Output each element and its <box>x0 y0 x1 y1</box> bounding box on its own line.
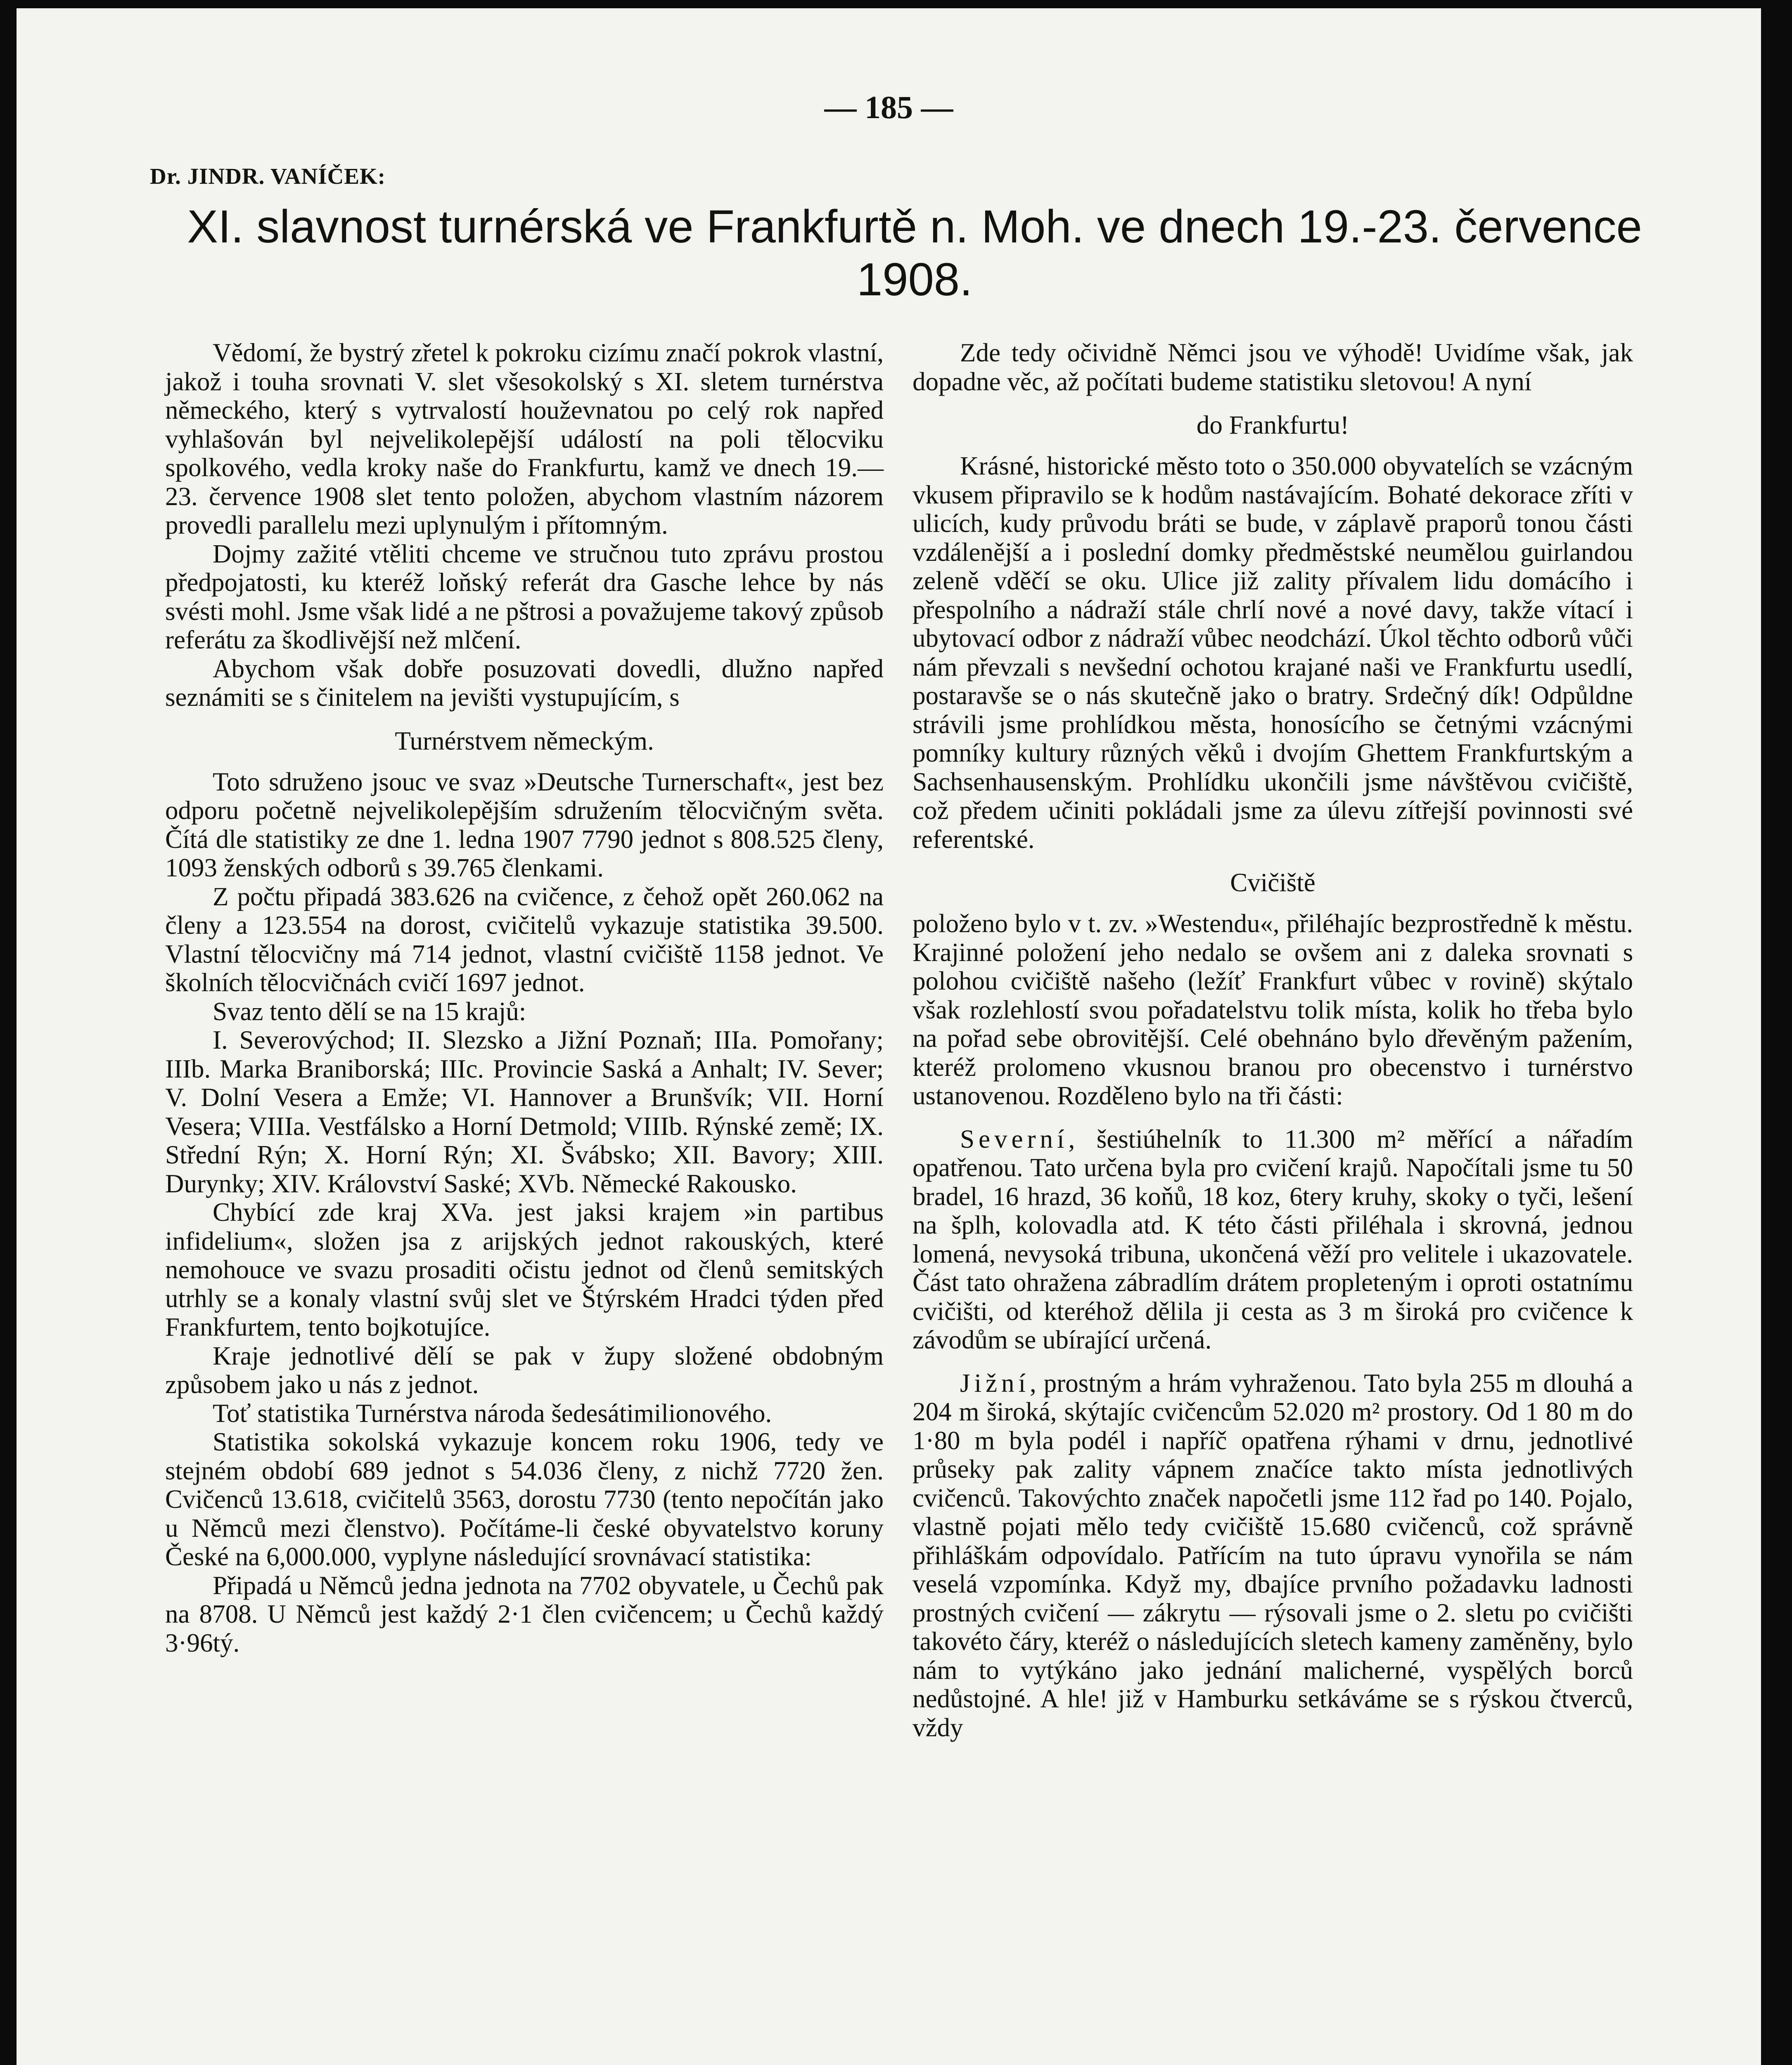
paragraph: Chybící zde kraj XVa. jest jaksi krajem »in partibus infidelium«, složen jsa z arijských jednot rakouských, které nemohouce ve svazu prosaditi očistu jednot od členů semitských utrhly se a konaly vlastní svůj slet ve Štýrském Hradci týden před Frankfurtem, tento bojkotujíce. <box>165 1198 884 1341</box>
paragraph: Abychom však dobře posuzovati dovedli, dlužno napřed seznámiti se s činitelem na jevišti vystupujícím, s <box>165 654 884 712</box>
paragraph-text: , šestiúhelník to 11.300 m² měřící a nářadím opatřenou. Tato určena byla pro cvičení krajů. Napočítali jsme tu 50 bradel, 16 hrazd, 36 koňů, 18 koz, 6tery kruhy, skoky o tyči, lešení na šplh, kolovadla atd. K této části přiléhala i skrovná, jednou lomená, nevysoká tribuna, ukončená věží pro velitele i ukazovatele. Část tato ohražena zábradlím drátem propleteným i oproti ostatnímu cvičišti, od kteréhož dělila ji cesta as 3 m široká pro cvičence k závodům se ubírající určená. <box>913 1124 1633 1354</box>
paragraph: Připadá u Němců jedna jednota na 7702 obyvatele, u Čechů pak na 8708. U Němců jest každý 2·1 člen cvičencem; u Čechů každý 3·96tý. <box>165 1571 884 1657</box>
paragraph: Statistika sokolská vykazuje koncem roku 1906, tedy ve stejném období 689 jednot s 54.036 členy, z nichž 7720 žen. Cvičenců 13.618, cvičitelů 3563, dorostu 7730 (tento nepočítán jako u Němců mezi členstvo). Počítáme-li české obyvatelstvo koruny České na 6,000.000, vyplyne následující srovnávací statistika: <box>165 1427 884 1571</box>
spacer <box>913 1111 1633 1125</box>
paragraph: I. Severovýchod; II. Slezsko a Jižní Poznaň; IIIa. Pomořany; IIIb. Marka Braniborská; IIIc. Provincie Saská a Anhalt; IV. Sever; V. Dolní Vesera a Emže; VI. Hannover a Brunšvík; VII. Horní Vesera; VIIIa. Vestfálsko a Horní Detmold; VIIIb. Rýnské země; IX. Střední Rýn; X. Horní Rýn; XI. Švábsko; XII. Bavory; XIII. Durynky; XIV. Království Saské; XVb. Německé Rakousko. <box>165 1025 884 1198</box>
paragraph: Zde tedy očividně Němci jsou ve výhodě! Uvidíme však, jak dopadne věc, až počítati budeme statistiku sletovou! A nyní <box>913 338 1633 396</box>
paragraph: Toto sdruženo jsouc ve svaz »Deutsche Turnerschaft«, jest bez odporu početně nejvelikolepějším sdružením tělocvičným světa. Čítá dle statistiky ze dne 1. ledna 1907 7790 jednot s 808.525 členy, 1093 ženských odborů s 39.765 členkami. <box>165 767 884 882</box>
left-column <box>165 339 884 1657</box>
paragraph <box>913 1125 1633 1355</box>
author-line: Dr. JINDR. VANÍČEK: <box>150 164 386 189</box>
paragraph: Dojmy zažité vtěliti chceme ve stručnou tuto zprávu prostou předpojatosti, ku kteréž loňský referát dra Gasche lehce by nás svésti mohl. Jsme však lidé a ne pštrosi a považujeme takový způsob referátu za škodlivější než mlčení. <box>165 539 884 654</box>
section-label-south: Jižní <box>960 1368 1030 1398</box>
page-number: — 185 — <box>824 89 953 125</box>
section-heading: do Frankfurtu! <box>1196 411 1349 439</box>
paragraph: Kraje jednotlivé dělí se pak v župy složené obdobným způsobem jako u nás z jednot. <box>165 1341 884 1399</box>
spacer <box>913 1355 1633 1369</box>
paragraph <box>913 1369 1633 1742</box>
section-heading: Turnérstvem německým. <box>395 726 654 755</box>
paragraph: Vědomí, že bystrý zřetel k pokroku cizímu značí pokrok vlastní, jakož i touha srovnati V. slet všesokolský s XI. sletem turnérstva německého, který s vytrvalostí houževnatou po celý rok napřed vyhlašován byl nejvelikolepější událostí na poli tělocviku spolkového, vedla kroky naše do Frankfurtu, kamž ve dnech 19.—23. července 1908 slet tento položen, abychom vlastním názorem provedli parallelu mezi uplynulým i přítomným. <box>165 338 884 539</box>
paragraph: Toť statistika Turnérstva národa šedesátimilionového. <box>213 1398 772 1428</box>
paragraph-text: , prostným a hrám vyhraženou. Tato byla 255 m dlouhá a 204 m široká, skýtajíc cvičencům 52.020 m² prostory. Od 1 80 m do 1·80 m byla podél i napříč opatřena rýhami v drnu, jednotlivé průseky pak zality vápnem značíce takto místa jednotlivých cvičenců. Takovýchto značek napočetli jsme 112 řad po 140. Pojalo, vlastně pojati mělo tedy cvičiště 15.680 cvičenců, což správně přihláškám odpovídalo. Patřícím na tuto úpravu vynořila se nám veselá vzpomínka. Když my, dbajíce prvního požadavku ladnosti prostných cvičení — zákrytu — rýsovali jsme o 2. sletu po cvičišti takovéto čáry, kteréž o následujících sletech kameny zaměněny, bylo nám to vytýkáno jako jednání malicherné, vyspělých borců nedůstojné. A hle! již v Hamburku setkáváme se s rýskou čtverců, vždy <box>913 1368 1633 1742</box>
paragraph: Krásné, historické město toto o 350.000 obyvatelích se vzácným vkusem připravilo se k hodům nastávajícím. Bohaté dekorace zříti v ulicích, kudy průvodu bráti se bude, v záplavě praporů tonou části vzdálenější a i poslední domky předměstské neumělou guirlandou zeleně vděčí se oku. Ulice již zality přívalem lidu domácího i přespolního a nádraží stále chrlí nové a nové davy, takže vítací i ubytovací odbor z nádraží vůbec neodchází. Úkol těchto odborů vůči nám převzali s nevšední ochotou krajané naši ve Frankfurtu usedlí, postaravše se o nás skutečně jako o bratry. Srdečný dík! Odpůldne strávili jsme prohlídkou města, honosícího se četnými vzácnými pomníky kultury různých věků i dvojím Ghettem Frankfurtským a Sachsenhausenským. Prohlídku ukončili jsme návštěvou cvičiště, což předem učiniti pokládali jsme za úlevu zítřejší povinnosti své referentské. <box>913 451 1633 854</box>
right-column <box>913 339 1633 1742</box>
paragraph: Svaz tento dělí se na 15 krajů: <box>213 997 526 1026</box>
section-heading: Cvičiště <box>1230 868 1316 897</box>
document-page <box>17 8 1761 2065</box>
paragraph: Z počtu připadá 383.626 na cvičence, z čehož opět 260.062 na členy a 123.554 na dorost, cvičitelů vykazuje statistika 39.500. Vlastní tělocvičny má 714 jednot, vlastní cvičiště 1158 jednot. Ve školních tělocvičnách cvičí 1697 jednot. <box>165 882 884 997</box>
article-title: XI. slavnost turnérská ve Frankfurtě n. Moh. ve dnech 19.-23. července 1908. <box>187 201 1642 305</box>
paragraph: položeno bylo v t. zv. »Westendu«, přiléhajíc bezprostředně k městu. Krajinné položení jeho nedalo se ovšem ani z daleka srovnati s polohou cvičiště našeho (ležíť Frankfurt vůbec v rovině) skýtalo však rozlehlostí svou pořadatelstvu tolik místa, kolik ho třeba bylo na pořad sebe obrovitější. Celé obehnáno bylo dřevěným pažením, kteréž prolomeno vkusnou branou pro obecenstvo i turnérstvo ustanovenou. Rozděleno bylo na tři části: <box>913 909 1633 1110</box>
section-label-north: Severní <box>960 1124 1069 1154</box>
